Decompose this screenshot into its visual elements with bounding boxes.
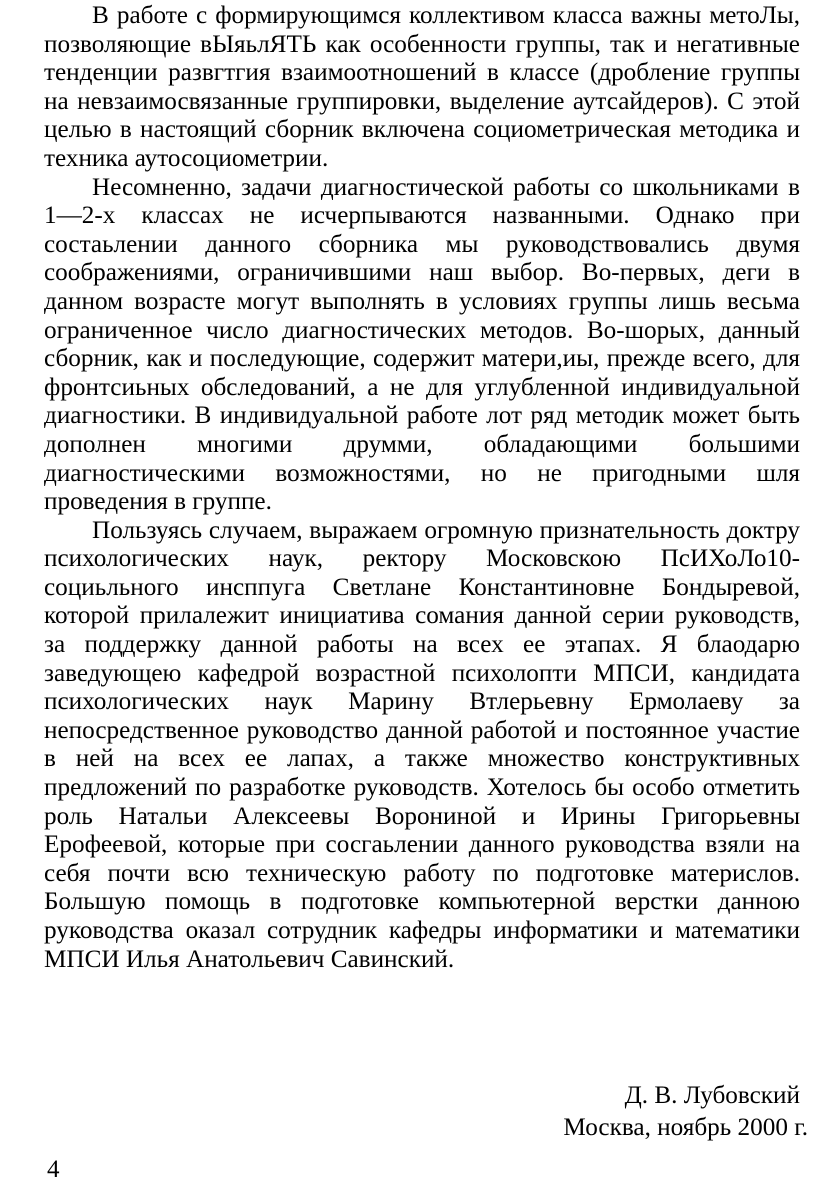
author-signature: Д. В. Лубовский: [624, 1082, 800, 1109]
page-number: 4: [47, 1156, 60, 1183]
paragraph-acknowledgements: Пользуясь случаем, выражаем огромную признательность доктру психологических наук, ректору Московскою ПсИХоЛо10-социьльного инсппуга Светлане Константиновне Бондыревой, которой прилалежит инициатива сомания данной серии руководств, за поддержку данной работы на всех ее этапах. Я блаодарю заведующею кафедрой возрастной психолопти МПСИ, кандидата психологических наук Марину Втлерьевну Ермолаеву за непосредственное руководство данной работой и постоянное участие в ней на всех ее лапах, а также множество конструктивных предложений по разработке руководств. Хотелось бы особо отметить роль Натальи Алексеевы Ворониной и Ирины Григорьевны Ерофеевой, которые при сосгаьлении данного руководства взяли на себя почти всю техническую работу по подготовке материслов. Большую помощь в подготовке компьютерной верстки данною руководства оказал сотрудник кафедры информатики и математики МПСИ Илья Анатольевич Савинский.: [44, 516, 800, 973]
place-and-date: Москва, ноябрь 2000 г.: [563, 1114, 808, 1141]
document-page: [44, 2, 800, 974]
paragraph-diagnostics: Несомненно, задачи диагностической работы со школьниками в 1—2-х классах не исчерпываются названными. Однако при состаьлении данного сборника мы руководствовались двумя соображениями, ограничившими наш выбор. Во-первых, деги в данном возрасте могут выполнять в условиях группы лишь весьма ограниченное число диагностических методов. Во-шорых, данный сборник, как и последующие, содержит матери,иы, прежде всего, для фронтсиьных обследований, а не для углубленной индивидуальной диагностики. В индивидуальной работе лот ряд методик может быть дополнен многими друмми, обладающими большими диагностическими возможностями, но не пригодными шля проведения в группе.: [44, 173, 800, 516]
paragraph-intro: В работе с формирующимся коллективом класса важны метоЛы, позволяющие вЫяьлЯТЬ как особенности группы, так и негативные тенденции развгтгия взаимоотношений в классе (дробление группы на невзаимосвязанные группировки, выделение аутсайдеров). С этой целью в настоящий сборник включена социометрическая методика и техника аутосоциометрии.: [44, 2, 800, 172]
